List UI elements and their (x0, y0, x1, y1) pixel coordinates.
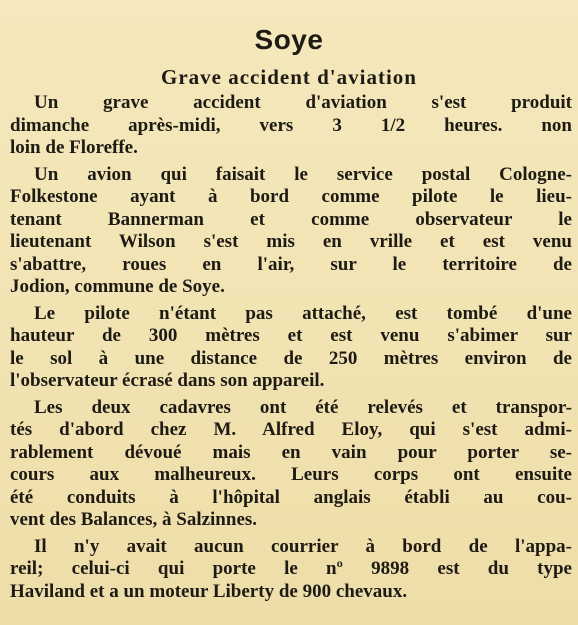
text-line: loin de Floreffe. (10, 137, 138, 158)
text-line: Folkestone ayant à bord comme pilote le lieu- (10, 186, 572, 207)
paragraph (10, 303, 572, 393)
text-line: Il n'y avait aucun courrier à bord de l'appa- (34, 535, 572, 557)
text-line: dimanche après-midi, vers 3 1/2 heures. non (10, 114, 572, 136)
text-line: cours aux malheureux. Leurs corps ont ensuite (10, 464, 572, 485)
text-line: tenant Bannerman et comme observateur le (10, 208, 572, 230)
text-line: Jodion, commune de Soye. (10, 276, 225, 297)
article-headline: Grave accident d'aviation (161, 65, 417, 89)
text-line: Haviland et a un moteur Liberty de 900 chevaux. (10, 580, 408, 602)
text-line: Un grave accident d'aviation s'est produit (34, 92, 572, 113)
text-line: été conduits à l'hôpital anglais établi au cou- (10, 486, 572, 508)
text-line: tés d'abord chez M. Alfred Eloy, qui s'est admi- (10, 419, 572, 440)
text-line: le sol à une distance de 250 mètres environ de (10, 347, 572, 369)
text-line: lieutenant Wilson s'est mis en vrille et est venu (10, 231, 572, 252)
text-line: reil; celui-ci qui porte le nº 9898 est du type (10, 558, 572, 579)
text-line: Un avion qui faisait le service postal Cologne- (34, 163, 572, 185)
article-body (10, 92, 572, 603)
text-line: Le pilote n'étant pas attaché, est tombé d'une (34, 302, 572, 324)
paragraph (10, 164, 572, 299)
text-line: Les deux cadavres ont été relevés et transpor- (34, 396, 572, 418)
article-place: Soye (254, 24, 324, 55)
text-line: vent des Balances, à Salzinnes. (10, 509, 258, 530)
paragraph (10, 92, 572, 160)
paragraph (10, 397, 572, 532)
text-line: s'abattre, roues en l'air, sur le territoire de (10, 253, 572, 275)
text-line: rablement dévoué mais en vain pour porter se- (10, 441, 572, 463)
paragraph (10, 536, 572, 604)
text-line: l'observateur écrasé dans son appareil. (10, 370, 325, 391)
text-line: hauteur de 300 mètres et est venu s'abimer sur (10, 325, 572, 346)
